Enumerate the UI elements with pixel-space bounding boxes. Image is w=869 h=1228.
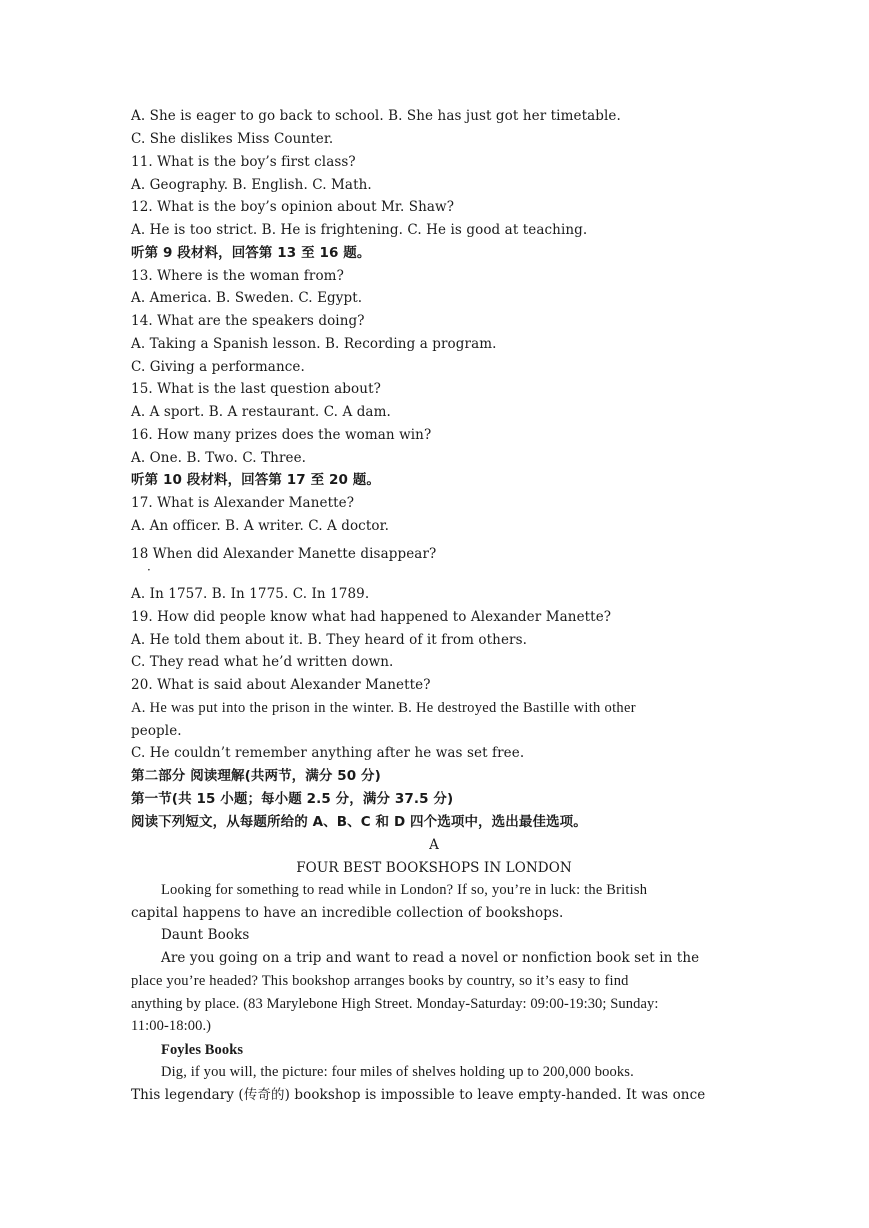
q17-options: A. An officer. B. A writer. C. A doctor. (131, 518, 390, 534)
intro-line-2: capital happens to have an incredible collection of bookshops. (131, 905, 564, 921)
q12-options: A. He is too strict. B. He is frightening. C. He is good at teaching. (131, 222, 588, 238)
shop1-text-line-4: 11:00-18:00.) (131, 1018, 212, 1034)
reading-instruction: 阅读下列短文，从每题所给的 A、B、C 和 D 四个选项中，选出最佳选项。 (131, 814, 587, 830)
q20-options-line-1: A. He was put into the prison in the winter. B. He destroyed the Bastille with other (131, 700, 636, 716)
q18-dot: · (147, 563, 151, 577)
shop1-text-line-2: place you’re headed? This bookshop arranges books by country, so it’s easy to find (131, 973, 629, 989)
q15-options: A. A sport. B. A restaurant. C. A dam. (131, 404, 391, 420)
q20-options-line-3: C. He couldn’t remember anything after he was set free. (131, 745, 525, 761)
section-9-heading: 听第 9 段材料，回答第 13 至 16 题。 (131, 245, 371, 261)
passage-title: FOUR BEST BOOKSHOPS IN LONDON (296, 860, 572, 876)
q10-options-line-1: A. She is eager to go back to school. B. She has just got her timetable. (131, 108, 621, 124)
q14-options-line-1: A. Taking a Spanish lesson. B. Recording a program. (131, 336, 497, 352)
section-one-heading: 第一节(共 15 小题；每小题 2.5 分，满分 37.5 分) (131, 791, 454, 807)
passage-letter: A (429, 837, 439, 853)
q17-question: 17. What is Alexander Manette? (131, 495, 355, 511)
shop2-name: Foyles Books (161, 1042, 244, 1058)
part-two-heading: 第二部分 阅读理解(共两节，满分 50 分) (131, 768, 381, 784)
q15-question: 15. What is the last question about? (131, 381, 381, 397)
shop1-text-line-3: anything by place. (83 Marylebone High Street. Monday-Saturday: 09:00-19:30; Sunday: (131, 996, 659, 1012)
q11-question: 11. What is the boy’s first class? (131, 154, 356, 170)
q19-question: 19. How did people know what had happened to Alexander Manette? (131, 609, 612, 625)
q13-options: A. America. B. Sweden. C. Egypt. (131, 290, 363, 306)
q20-question: 20. What is said about Alexander Manette? (131, 677, 431, 693)
q13-question: 13. Where is the woman from? (131, 268, 344, 284)
shop1-name: Daunt Books (161, 927, 250, 943)
q11-options: A. Geography. B. English. C. Math. (131, 177, 372, 193)
q16-options: A. One. B. Two. C. Three. (131, 450, 307, 466)
shop2-text-line-2: This legendary (传奇的) bookshop is impossible to leave empty-handed. It was once (131, 1087, 706, 1103)
q19-options-line-1: A. He told them about it. B. They heard of it from others. (131, 632, 528, 648)
shop1-text-line-1: Are you going on a trip and want to read a novel or nonfiction book set in the (161, 950, 700, 966)
q14-question: 14. What are the speakers doing? (131, 313, 365, 329)
q19-options-line-2: C. They read what he’d written down. (131, 654, 394, 670)
q20-options-line-2: people. (131, 723, 182, 739)
q10-options-line-2: C. She dislikes Miss Counter. (131, 131, 334, 147)
q12-question: 12. What is the boy’s opinion about Mr. Shaw? (131, 199, 455, 215)
q14-options-line-2: C. Giving a performance. (131, 359, 305, 375)
q16-question: 16. How many prizes does the woman win? (131, 427, 432, 443)
shop2-text-line-1: Dig, if you will, the picture: four miles of shelves holding up to 200,000 books. (161, 1064, 634, 1080)
intro-line-1: Looking for something to read while in London? If so, you’re in luck: the British (161, 882, 648, 898)
q18-question: 18 When did Alexander Manette disappear? (131, 546, 437, 562)
q18-options: A. In 1757. B. In 1775. C. In 1789. (131, 586, 370, 602)
section-10-heading: 听第 10 段材料，回答第 17 至 20 题。 (131, 472, 380, 488)
